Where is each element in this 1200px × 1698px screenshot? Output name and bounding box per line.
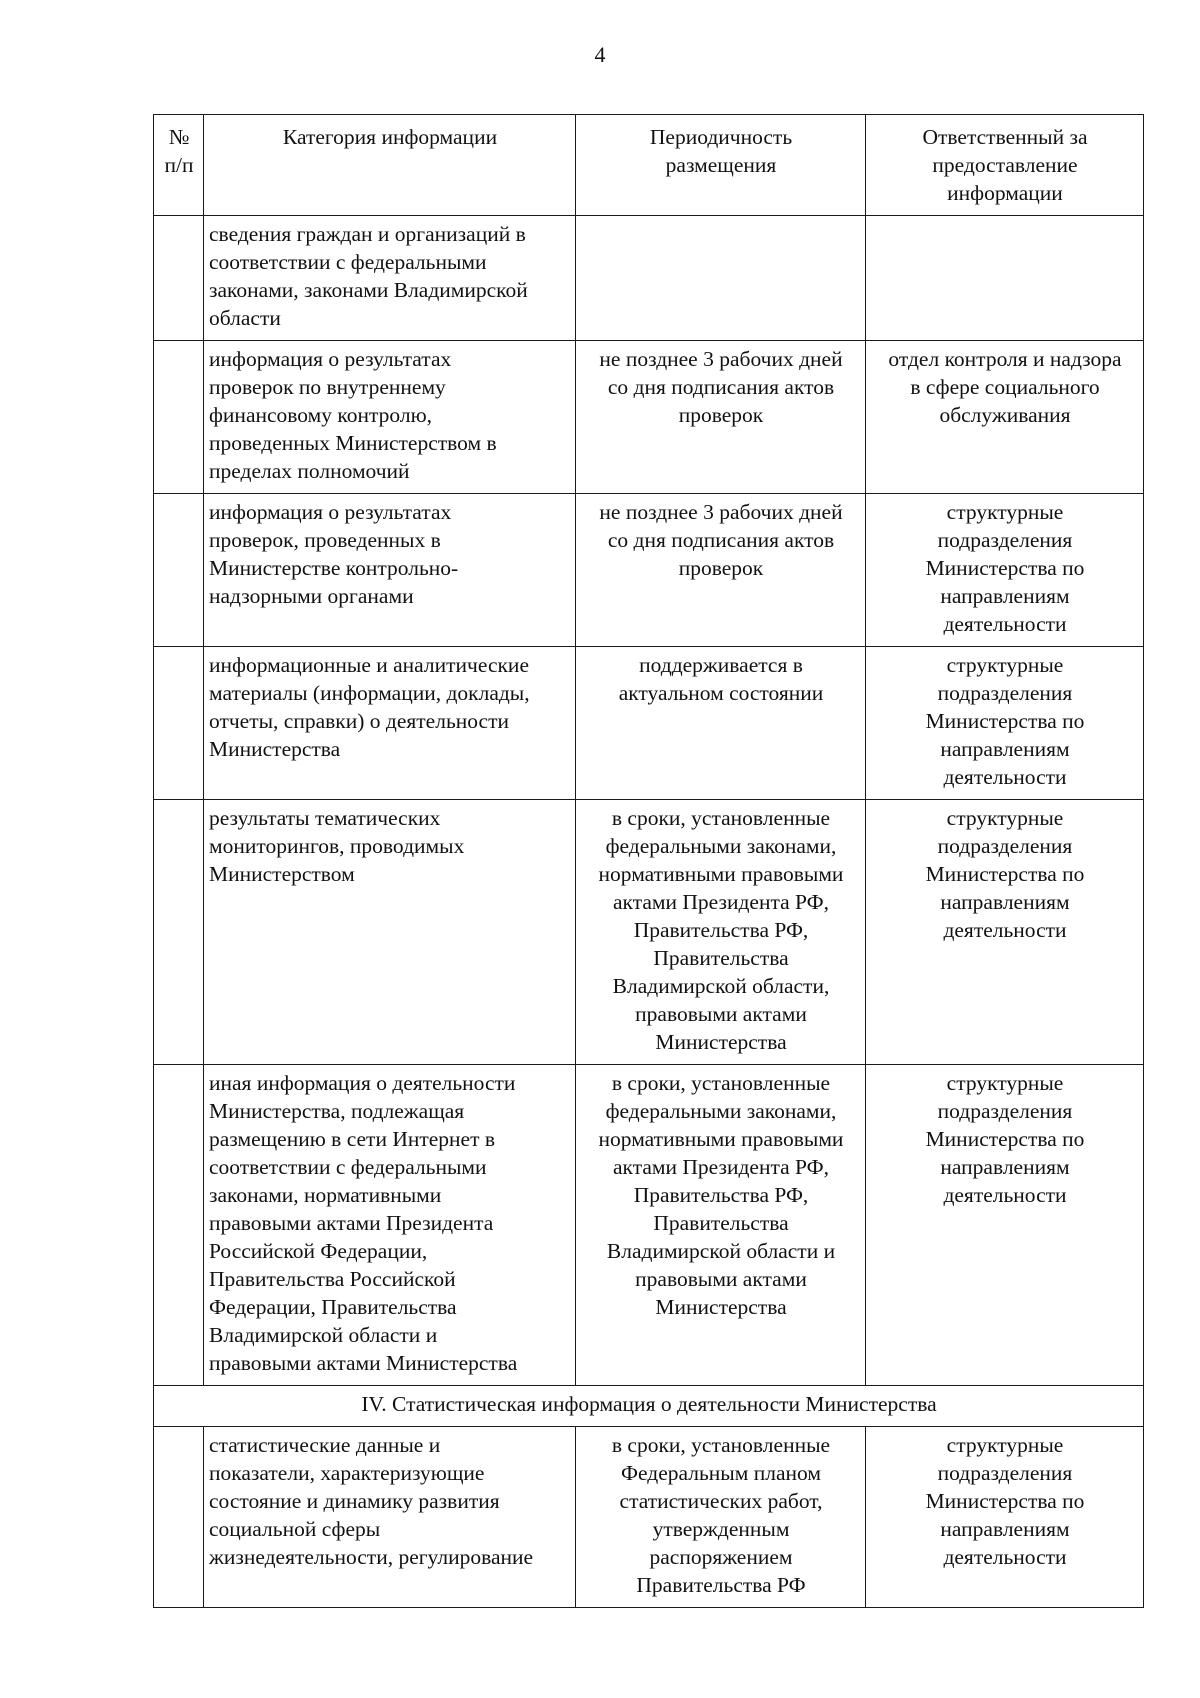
row-category: иная информация о деятельности Министерства, подлежащая размещению в сети Интернет в соответствии с федеральными законами, нормативными правовыми актами Президента Российской Федерации, Правительства Российской Федерации, Правительства Владимирской области и правовыми актами Министерства — [204, 1065, 576, 1386]
row-number — [154, 494, 204, 647]
information-table — [153, 114, 1144, 1608]
row-category: сведения граждан и организаций в соответствии с федеральными законами, законами Владимирской области — [204, 216, 576, 341]
section-title: IV. Статистическая информация о деятельности Министерства — [154, 1386, 1144, 1427]
header-category: Категория информации — [204, 115, 576, 216]
table-row — [154, 800, 1144, 1065]
row-number — [154, 1065, 204, 1386]
page-number: 4 — [594, 42, 606, 67]
table-row — [154, 1065, 1144, 1386]
section-heading-row — [154, 1386, 1144, 1427]
table-row — [154, 216, 1144, 341]
table-row — [154, 1427, 1144, 1608]
header-periodicity: Периодичность размещения — [576, 115, 866, 216]
row-number — [154, 216, 204, 341]
row-responsible — [866, 216, 1144, 341]
row-responsible: структурные подразделения Министерства по направлениям деятельности — [866, 1427, 1144, 1608]
header-number: № п/п — [154, 115, 204, 216]
table-row — [154, 341, 1144, 494]
row-responsible: структурные подразделения Министерства по направлениям деятельности — [866, 494, 1144, 647]
row-responsible: структурные подразделения Министерства по направлениям деятельности — [866, 800, 1144, 1065]
row-periodicity: в сроки, установленные Федеральным планом статистических работ, утвержденным распоряжением Правительства РФ — [576, 1427, 866, 1608]
row-responsible: структурные подразделения Министерства по направлениям деятельности — [866, 647, 1144, 800]
row-category: результаты тематических мониторингов, проводимых Министерством — [204, 800, 576, 1065]
header-responsible: Ответственный за предоставление информации — [866, 115, 1144, 216]
row-periodicity: не позднее 3 рабочих дней со дня подписания актов проверок — [576, 341, 866, 494]
row-periodicity: не позднее 3 рабочих дней со дня подписания актов проверок — [576, 494, 866, 647]
row-number — [154, 800, 204, 1065]
row-category: статистические данные и показатели, характеризующие состояние и динамику развития социальной сферы жизнедеятельности, регулирование — [204, 1427, 576, 1608]
row-category: информация о результатах проверок по внутреннему финансовому контролю, проведенных Министерством в пределах полномочий — [204, 341, 576, 494]
row-category: информация о результатах проверок, проведенных в Министерстве контрольно- надзорными органами — [204, 494, 576, 647]
row-number — [154, 647, 204, 800]
row-responsible: структурные подразделения Министерства по направлениям деятельности — [866, 1065, 1144, 1386]
row-periodicity: поддерживается в актуальном состоянии — [576, 647, 866, 800]
row-periodicity — [576, 216, 866, 341]
row-number — [154, 341, 204, 494]
table-header-row — [154, 115, 1144, 216]
row-number — [154, 1427, 204, 1608]
row-periodicity: в сроки, установленные федеральными законами, нормативными правовыми актами Президента РФ, Правительства РФ, Правительства Владимирской области, правовыми актами Министерства — [576, 800, 866, 1065]
table-row — [154, 494, 1144, 647]
table-row — [154, 647, 1144, 800]
row-responsible: отдел контроля и надзора в сфере социального обслуживания — [866, 341, 1144, 494]
row-periodicity: в сроки, установленные федеральными законами, нормативными правовыми актами Президента РФ, Правительства РФ, Правительства Владимирской области и правовыми актами Министерства — [576, 1065, 866, 1386]
row-category: информационные и аналитические материалы (информации, доклады, отчеты, справки) о деятельности Министерства — [204, 647, 576, 800]
